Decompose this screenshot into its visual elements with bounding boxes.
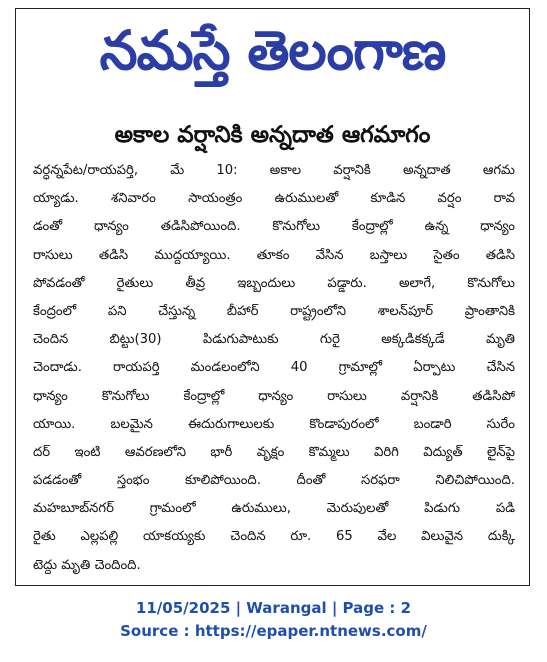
body-line: దర్ ఇంటి ఆవరణలోని భారీ వృక్షం కొమ్మలు విరిగి విద్యుత్ లైన్‌పై (33, 444, 515, 460)
date-edition-page-label: 11/05/2025 | Warangal | Page : 2 (135, 599, 412, 617)
article-headline: అకాల వర్షానికి అన్నదాత ఆగమాగం (114, 122, 431, 148)
body-line: చెందిన బిట్టు(30) పిడుగుపాటుకు గురై అక్కడికక్కడే మృతి (33, 332, 515, 348)
body-line: కేంద్రంలో పని చేస్తున్న బీహార్ రాష్ట్రంలోని శాలన్‌పూర్ ప్రాంతానికి (33, 303, 515, 319)
body-line: పడడంతో స్తంభం కూలిపోయింది. దీంతో సరఫరా నిలిచిపోయింది. (33, 473, 515, 489)
body-line: ధాన్యం కొనుగోలు కేంద్రాల్లో ధాన్యం రాసులు వర్షానికి తడిసిపో (33, 388, 515, 404)
source-link[interactable]: Source : https://epaper.ntnews.com/ (120, 622, 427, 640)
body-line: డంతో ధాన్యం తడిసిపోయింది. కొనుగోలు కేంద్రాల్లో ఉన్న ధాన్యం (33, 219, 515, 235)
news-clipping (15, 8, 530, 586)
body-line: యాయి. బలమైన ఈదురుగాలులకు కొండాపురంలో బండారి సురేం (33, 416, 515, 432)
body-line: చెందాడు. రాయపర్తి మండలంలోని 40 గ్రామాల్లో ఏర్పాటు చేసిన (33, 360, 515, 376)
body-line: టెద్దు మృతి చెందింది. (33, 557, 141, 573)
body-line: య్యాడు. శనివారం సాయంత్రం ఉరుములతో కూడిన వర్షం రావ (33, 191, 515, 207)
body-line: పోవడంతో రైతులు తీవ్ర ఇబ్బందులు పడ్డారు. అలాగే, కొనుగోలు (33, 275, 515, 291)
body-line: రైతు ఎల్లపల్లి యాకయ్యకు చెందిన రూ. 65 వేల విలువైన దుక్కి (33, 529, 515, 545)
body-line: వర్ధన్నపేట/రాయపర్తి, మే 10: అకాల వర్షానికి అన్నదాత ఆగమ (33, 163, 515, 178)
body-line: రాసులు తడిసి ముద్దయ్యాయి. తూకం వేసిన బస్తాలు సైతం తడిసి (33, 247, 515, 263)
article-body (33, 157, 515, 580)
body-line: మహబూబ్‌నగర్ గ్రామంలో ఉరుములు, మెరుపులతో పిడుగు పడి (33, 501, 515, 517)
newspaper-masthead: నమస్తే తెలంగాణ (99, 19, 446, 82)
